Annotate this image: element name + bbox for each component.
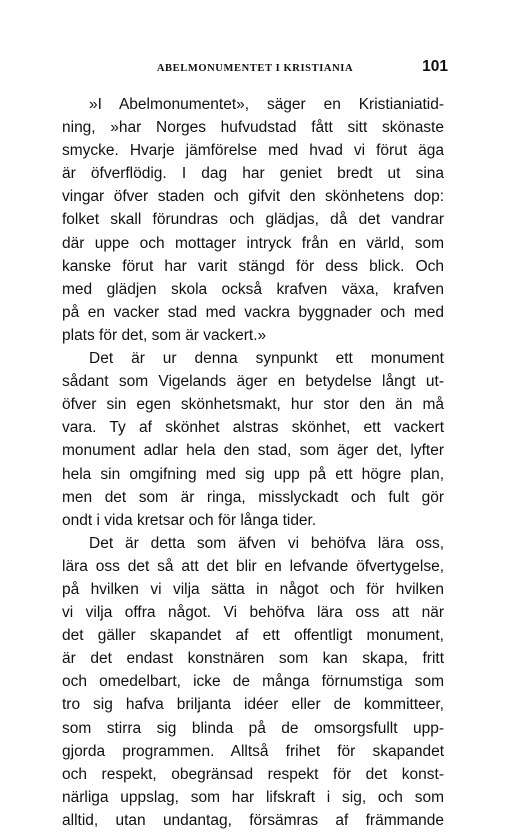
text-line: det gäller skapandet af ett offentligt monument, <box>62 627 444 645</box>
paragraph <box>62 93 444 347</box>
text-line: tro sig hafva briljanta idéer eller de kommitteer, <box>62 696 444 714</box>
text-line: som stirra sig blinda på de omsorgsfullt upp- <box>62 719 444 737</box>
text-line: lära oss det så att det blir en lefvande öfvertygelse, <box>62 557 444 575</box>
text-line: med glädjen skola också krafven växa, krafven <box>62 280 444 298</box>
text-line: på en vacker stad med vackra byggnader och med <box>62 303 444 321</box>
text-line: och respekt, obegränsad respekt för det konst- <box>62 765 444 783</box>
text-line: vara. Ty af skönhet alstras skönhet, ett vackert <box>62 419 444 437</box>
text-line: men det som är ringa, misslyckadt och fult gör <box>62 488 444 506</box>
text-line: är det endast konstnären som kan skapa, fritt <box>62 650 444 668</box>
text-line: gjorda programmen. Alltså frihet för skapandet <box>62 742 444 760</box>
text-line: kanske förut har varit stängd för dess blick. Och <box>62 257 444 275</box>
text-line: hela sin omgifning med sig upp på ett högre plan, <box>62 465 444 483</box>
running-head <box>62 58 448 82</box>
text-line: är öfverflödig. I dag har geniet bredt ut sina <box>62 165 444 183</box>
page-number: 101 <box>422 58 448 75</box>
text-line: vi vilja offra något. Vi behöfva lära oss att när <box>62 604 444 622</box>
text-line: Det är ur denna synpunkt ett monument <box>89 350 444 368</box>
text-line: öfver sin egen skönhetsmakt, hur stor den än må <box>62 396 444 414</box>
text-line: folket skall förundras och glädjas, då det vandrar <box>62 211 444 229</box>
text-line: monument adlar hela den stad, som äger det, lyfter <box>62 442 444 460</box>
paragraph <box>62 532 444 832</box>
running-title: ABELMONUMENTET I KRISTIANIA <box>156 63 354 74</box>
body-text <box>62 93 444 832</box>
text-line: »I Abelmonumentet», säger en Kristianiatid- <box>89 96 444 113</box>
text-line: där uppe och mottager intryck från en värld, som <box>62 234 444 252</box>
text-line: och omedelbart, icke de många förnumstiga som <box>62 673 444 691</box>
text-line: närliga uppslag, som har lifskraft i sig, och som <box>62 788 444 806</box>
text-line: ning, »har Norges hufvudstad fått sitt skönaste <box>62 119 444 137</box>
text-line: vingar öfver staden och gifvit den skönhetens dop: <box>62 188 444 206</box>
paragraph <box>62 347 444 532</box>
text-line: Det är detta som äfven vi behöfva lära oss, <box>89 534 444 552</box>
text-line: ondt i vida kretsar och för långa tider. <box>62 511 317 529</box>
text-line: plats för det, som är vackert.» <box>62 326 267 344</box>
text-line: på hvilken vi vilja sätta in något och för hvilken <box>62 580 444 598</box>
text-line: smycke. Hvarje jämförelse med hvad vi förut äga <box>62 142 444 160</box>
text-line: alltid, utan undantag, försämras af främmande <box>62 811 444 829</box>
text-line: sådant som Vigelands äger en betydelse långt ut- <box>62 373 444 391</box>
